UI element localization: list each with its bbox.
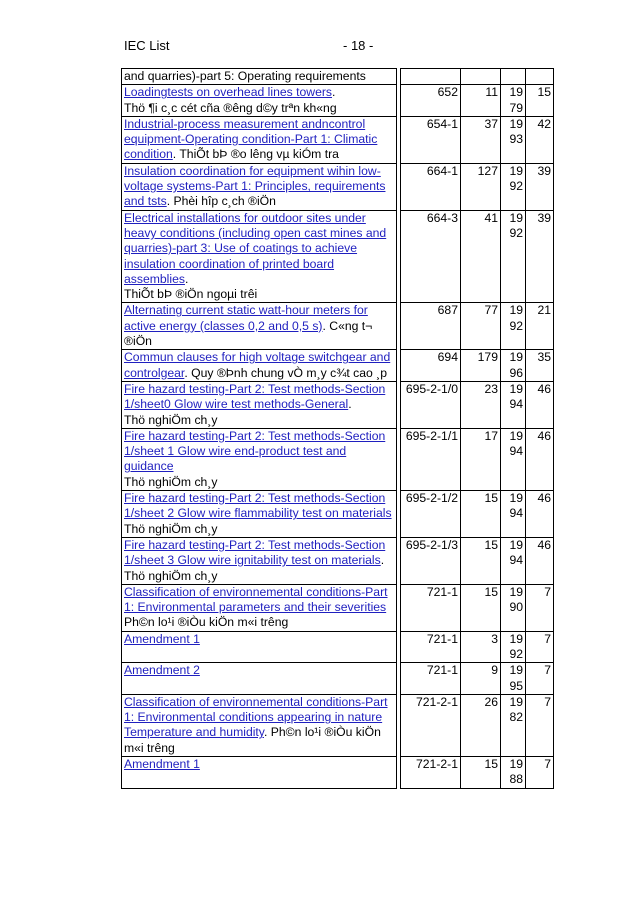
vietnamese-note: . ThiÕt bÞ ®iÖn ngoµi trêi <box>124 271 258 302</box>
year-cell <box>501 69 526 85</box>
table-row <box>122 584 554 631</box>
year-cell: 1992 <box>501 210 526 303</box>
table-row <box>122 631 554 663</box>
vietnamese-note: Thö nghiÖm ch¸y <box>124 521 218 536</box>
standard-number-cell: 652 <box>401 85 461 117</box>
price-cell: 7 <box>526 631 554 663</box>
standard-title-cell <box>122 303 397 350</box>
vietnamese-note: Ph©n lo¹i ®iÒu kiÖn m«i trêng <box>124 615 289 630</box>
price-cell: 46 <box>526 537 554 584</box>
table-row <box>122 428 554 490</box>
standard-title-link[interactable]: Electrical installations for outdoor sites under heavy conditions (including open cast mines and quarries)-part 3: Use of coatings to achieve insulation coordination of printed board assemblies <box>124 210 387 286</box>
price-cell: 7 <box>526 757 554 789</box>
standard-title-link[interactable]: Fire hazard testing-Part 2: Test methods-Section 1/sheet0 Glow wire test methods-General <box>124 381 386 412</box>
year-cell: 1992 <box>501 631 526 663</box>
vietnamese-note: . Quy ®Þnh chung vÒ m¸y c¾t cao ¸p <box>184 365 388 380</box>
standard-title-cell <box>122 537 397 584</box>
standard-number-cell: 721-1 <box>401 631 461 663</box>
table-row <box>122 116 554 163</box>
page-count-cell <box>461 69 501 85</box>
year-cell: 1995 <box>501 663 526 695</box>
standard-number-cell: 695-2-1/2 <box>401 491 461 538</box>
vietnamese-note: . Phèi hîp c¸ch ®iÖn <box>166 194 276 209</box>
standard-title-link[interactable]: Industrial-process measurement andncontrol equipment-Operating condition-Part 1: Climatic condition <box>124 116 378 162</box>
table-row <box>122 210 554 303</box>
table-row <box>122 694 554 756</box>
vietnamese-note: . Thö ¶i c¸c cét cña ®êng d©y trªn kh«ng <box>124 85 337 115</box>
standard-title-link[interactable]: Alternating current static watt-hour meters for active energy (classes 0,2 and 0,5 s) <box>124 303 368 333</box>
price-cell: 7 <box>526 663 554 695</box>
year-cell: 1994 <box>501 491 526 538</box>
year-cell: 1982 <box>501 694 526 756</box>
page-count-cell: 17 <box>461 428 501 490</box>
standard-number-cell: 721-1 <box>401 663 461 695</box>
page-count-cell: 77 <box>461 303 501 350</box>
standard-number-cell: 687 <box>401 303 461 350</box>
price-cell: 7 <box>526 694 554 756</box>
year-cell: 1992 <box>501 303 526 350</box>
standard-title-link[interactable]: Commun clauses for high voltage switchgear and controlgear <box>124 350 391 380</box>
year-cell: 1990 <box>501 584 526 631</box>
table-row <box>122 537 554 584</box>
table-row <box>122 69 554 85</box>
price-cell: 39 <box>526 210 554 303</box>
page-count-cell: 37 <box>461 116 501 163</box>
standard-title-link[interactable]: Loadingtests on overhead lines towers <box>124 85 332 100</box>
vietnamese-note: Thö nghiÖm ch¸y <box>124 474 218 489</box>
page-count-cell: 23 <box>461 381 501 428</box>
standard-number-cell: 694 <box>401 350 461 382</box>
page-count-cell: 15 <box>461 757 501 789</box>
standard-number-cell: 721-2-1 <box>401 757 461 789</box>
standard-title-cell <box>122 663 397 695</box>
standard-title-link[interactable]: Fire hazard testing-Part 2: Test methods-Section 1/sheet 2 Glow wire flammability test on materials <box>124 491 392 521</box>
standard-title-cell <box>122 350 397 382</box>
standard-title-cell <box>122 85 397 117</box>
vietnamese-note: . Ph©n lo¹i ®iÒu kiÖn m«i trêng <box>124 725 381 755</box>
price-cell: 46 <box>526 491 554 538</box>
price-cell: 46 <box>526 428 554 490</box>
vietnamese-note: . C«ng t¬ ®iÖn <box>124 318 373 349</box>
standard-title-link[interactable]: Classification of environnemental conditions-Part 1: Environmental conditions appearing in nature Temperature and humidity <box>124 694 388 740</box>
standard-title-cell <box>122 757 397 789</box>
standard-title-link[interactable]: Fire hazard testing-Part 2: Test methods-Section 1/sheet 3 Glow wire ignitability test on materials <box>124 537 386 568</box>
table-row <box>122 350 554 382</box>
year-cell: 1994 <box>501 381 526 428</box>
price-cell: 7 <box>526 584 554 631</box>
year-cell: 1996 <box>501 350 526 382</box>
table-row <box>122 85 554 117</box>
standard-number-cell: 695-2-1/1 <box>401 428 461 490</box>
standard-number-cell: 664-3 <box>401 210 461 303</box>
price-cell: 46 <box>526 381 554 428</box>
page-count-cell: 15 <box>461 537 501 584</box>
standard-title-cell <box>122 116 397 163</box>
table-row <box>122 381 554 428</box>
vietnamese-note: and quarries)-part 5: Operating requirements <box>124 69 366 83</box>
standard-title-cell <box>122 163 397 210</box>
vietnamese-note: . Thö nghiÖm ch¸y <box>124 397 352 427</box>
standard-title-cell <box>122 631 397 663</box>
vietnamese-note: . Thö nghiÖm ch¸y <box>124 553 385 583</box>
table-row <box>122 163 554 210</box>
price-cell: 21 <box>526 303 554 350</box>
table-row <box>122 663 554 695</box>
standard-number-cell: 695-2-1/3 <box>401 537 461 584</box>
standard-number-cell: 721-1 <box>401 584 461 631</box>
price-cell: 42 <box>526 116 554 163</box>
vietnamese-note: . ThiÕt bÞ ®o lêng vµ kiÓm tra <box>172 147 339 162</box>
standard-title-cell <box>122 428 397 490</box>
page-count-cell: 15 <box>461 584 501 631</box>
page-count-cell: 41 <box>461 210 501 303</box>
year-cell: 1994 <box>501 537 526 584</box>
standard-title-cell <box>122 210 397 303</box>
standard-number-cell: 695-2-1/0 <box>401 381 461 428</box>
page-count-cell: 11 <box>461 85 501 117</box>
price-cell: 15 <box>526 85 554 117</box>
standard-title-link[interactable]: Classification of environnemental conditions-Part 1: Environmental parameters and their severities <box>124 584 388 615</box>
page-count-cell: 3 <box>461 631 501 663</box>
standard-title-link[interactable]: Insulation coordination for equipment wihin low-voltage systems-Part 1: Principles, requirements and tsts <box>124 163 386 209</box>
standard-title-cell <box>122 381 397 428</box>
standard-title-link[interactable]: Amendment 1 <box>124 757 200 772</box>
standard-title-cell <box>122 584 397 631</box>
iec-standards-table <box>121 68 554 789</box>
standard-number-cell <box>401 69 461 85</box>
running-header-title: IEC List <box>124 38 170 53</box>
standard-number-cell: 654-1 <box>401 116 461 163</box>
page-number: - 18 - <box>343 38 374 53</box>
year-cell: 1994 <box>501 428 526 490</box>
standard-title-cell <box>122 491 397 538</box>
page-count-cell: 179 <box>461 350 501 382</box>
standard-title-link[interactable]: Amendment 1 <box>124 631 200 646</box>
page-count-cell: 9 <box>461 663 501 695</box>
standard-number-cell: 664-1 <box>401 163 461 210</box>
standard-title-cell <box>122 694 397 756</box>
standard-title-link[interactable]: Amendment 2 <box>124 663 200 678</box>
standard-title-link[interactable]: Fire hazard testing-Part 2: Test methods-Section 1/sheet 1 Glow wire end-product test and guidance <box>124 428 386 474</box>
price-cell <box>526 69 554 85</box>
year-cell: 1992 <box>501 163 526 210</box>
standard-title-cell <box>122 69 397 85</box>
year-cell: 1988 <box>501 757 526 789</box>
year-cell: 1993 <box>501 116 526 163</box>
standard-number-cell: 721-2-1 <box>401 694 461 756</box>
price-cell: 39 <box>526 163 554 210</box>
page-count-cell: 127 <box>461 163 501 210</box>
price-cell: 35 <box>526 350 554 382</box>
page-count-cell: 26 <box>461 694 501 756</box>
page-count-cell: 15 <box>461 491 501 538</box>
table-row <box>122 303 554 350</box>
table-row <box>122 757 554 789</box>
year-cell: 1979 <box>501 85 526 117</box>
table-row <box>122 491 554 538</box>
